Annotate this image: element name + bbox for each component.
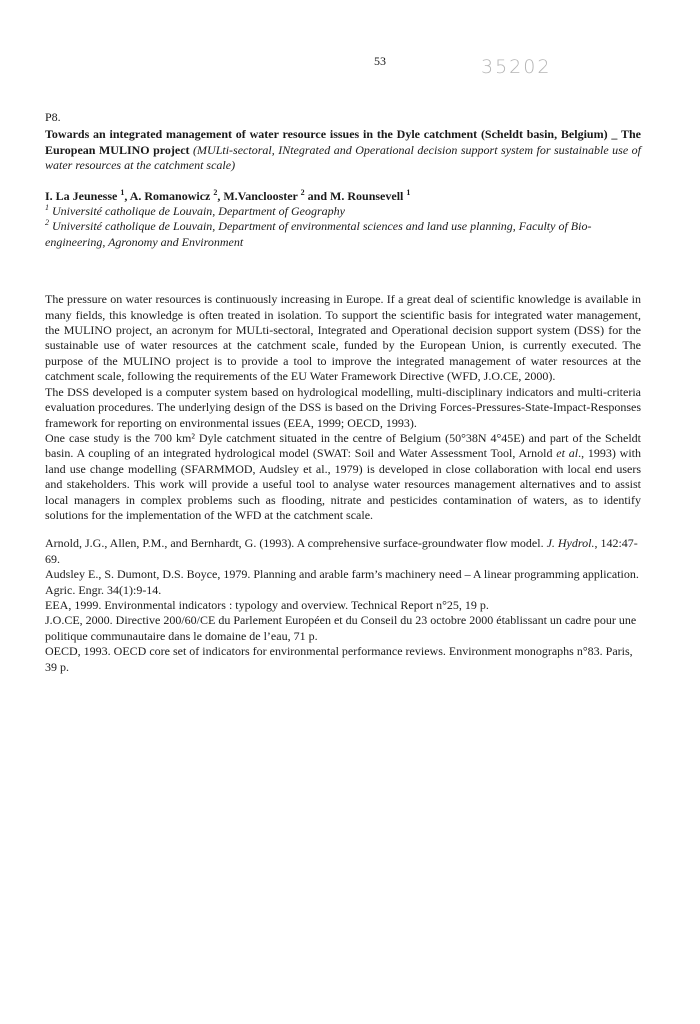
affiliation-text: Université catholique de Louvain, Department of environmental sciences and land use planning, Faculty of Bio-engineering, Agronomy and Environment (45, 219, 592, 249)
author-name: I. La Jeunesse (45, 188, 118, 203)
author-name: M. Rounsevell (330, 188, 404, 203)
abstract-paragraph-3 (45, 431, 641, 523)
reference-text: , 142:47-69. (45, 536, 638, 566)
title-subtitle: (MULti-sectoral, INtegrated and Operational decision support system for sustainable use of water resources at the catchment scale) (45, 142, 642, 173)
title-main: Towards an integrated management of water resource issues in the Dyle catchment (Scheldt basin, Belgium) _ The European MULINO project (45, 127, 641, 157)
abstract-text: One case study is the 700 km² Dyle catchment situated in the centre of Belgium (50°38N 4°45E) and part of the Scheldt basin. A coupling of an integrated hydrological model (SWAT: Soil and Water Assessment Tool, Arnold (45, 430, 641, 461)
author-separator: , (124, 188, 130, 203)
author-affil-mark: 2 (213, 187, 218, 197)
references (45, 536, 641, 675)
author-name: M.Vanclooster (223, 188, 298, 203)
abstract-paragraph-1: The pressure on water resources is continuously increasing in Europe. If a great deal of scientific knowledge is available in many fields, this knowledge is often treated in isolation. To support the scientific basis for integrated water management, the MULINO project, an acronym for MULti-sectoral, Integrated and Operational decision support system (DSS) for the sustainable use of water resources at the catchment scale, funded by the European Union, is currently executed. The purpose of the MULINO project is to provide a tool to improve the integrated management of water resources at the catchment scale, following the requirements of the EU Water Framework Directive (WFD, J.O.CE, 2000). (45, 292, 641, 384)
reference-journal: J. Hydrol. (546, 536, 595, 551)
author-list (45, 189, 641, 204)
reference-item (45, 536, 641, 567)
page-number: 53 (374, 54, 386, 68)
paper-body (45, 110, 641, 675)
affiliation-mark: 1 (45, 203, 49, 213)
abstract (45, 292, 641, 523)
affiliation-2 (45, 219, 641, 250)
reference-item: OECD, 1993. OECD core set of indicators for environmental performance reviews. Environment monographs n°83. Paris, 39 p. (45, 644, 633, 674)
reference-item: Audsley E., S. Dumont, D.S. Boyce, 1979. Planning and arable farm’s machinery need – A linear programming application. Agric. Engr. 34(1):9-14. (45, 567, 639, 597)
affiliation-1 (45, 204, 641, 219)
author-name: A. Romanowicz (129, 188, 211, 203)
archive-stamp: 35202 (481, 56, 552, 78)
author-affil-mark: 2 (300, 187, 305, 197)
abstract-etal: et al (556, 446, 579, 461)
affiliation-text: Université catholique de Louvain, Department of Geography (49, 204, 345, 219)
author-affil-mark: 1 (406, 187, 411, 197)
reference-text: Arnold, J.G., Allen, P.M., and Bernhardt, G. (1993). A comprehensive surface-groundwater flow model. (45, 536, 547, 551)
reference-item: J.O.CE, 2000. Directive 200/60/CE du Parlement Européen et du Conseil du 23 octobre 2000 établissant un cadre pour une politique communautaire dans le domaine de l’eau, 71 p. (45, 613, 637, 643)
abstract-paragraph-2: The DSS developed is a computer system based on hydrological modelling, multi-disciplinary indicators and multi-criteria evaluation procedures. The underlying design of the DSS is based on the Driving Forces-Pressures-State-Impact-Responses framework for reporting on environmental issues (EEA, 1999; OECD, 1993). (45, 384, 641, 430)
author-affil-mark: 1 (120, 187, 125, 197)
paper-title (45, 127, 641, 173)
paper-label: P8. (45, 110, 61, 124)
reference-item: EEA, 1999. Environmental indicators : typology and overview. Technical Report n°25, 19 p. (45, 597, 489, 612)
author-separator: , (217, 188, 224, 203)
affiliation-mark: 2 (45, 218, 49, 228)
abstract-text: ., 1993) with land use change modelling (SFARMMOD, Audsley et al., 1979) is developed in close collaboration with local end users and stakeholders. This work will provide a useful tool to analyse water resources management alternatives and to assist local managers in complex problems such as flooding, nitrate and pesticides contamination of waters, as to identify solutions for the implementation of the WFD at the catchment scale. (45, 446, 641, 522)
author-separator: and (304, 188, 331, 203)
